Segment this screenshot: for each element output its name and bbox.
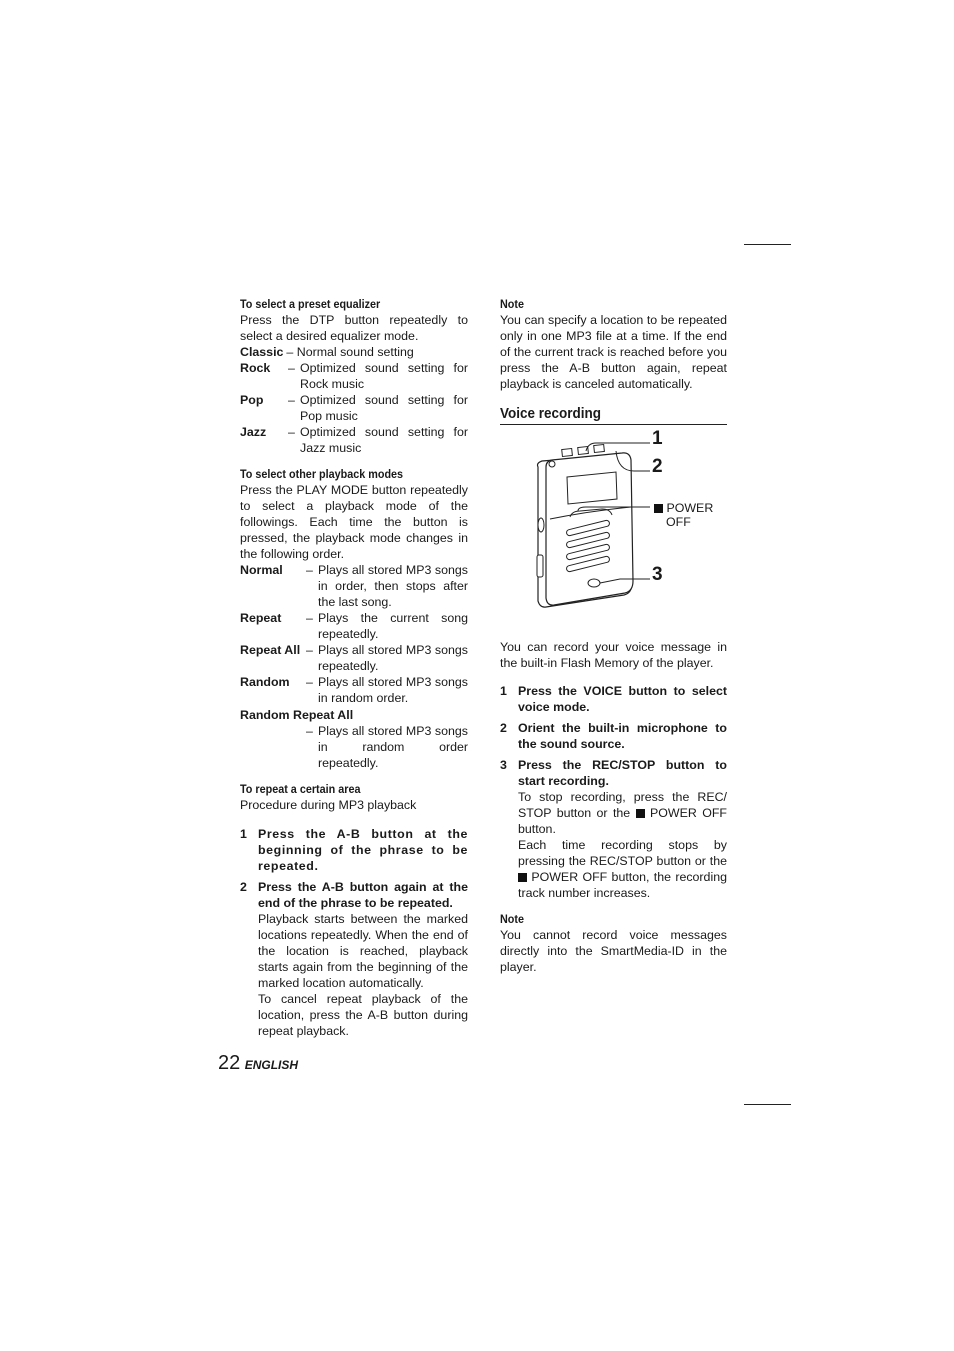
repeat-step-2-body-1: Playback starts between the marked locations repeatedly. When the end of the location is reached, playback starts again from the beginning of the marked location automatically.: [258, 912, 468, 990]
repeat-area-heading: To repeat a certain area: [240, 782, 361, 796]
eq-term: Jazz: [240, 425, 267, 439]
voice-intro: You can record your voice message in the built-in Flash Memory of the player.: [500, 640, 727, 670]
pm-term: Repeat: [240, 611, 282, 625]
voice-step-2: 2 Orient the built-in microphone to the sound source.: [500, 721, 727, 751]
callout-3: 3: [652, 564, 663, 585]
pm-term: Repeat All: [240, 643, 301, 657]
pm-term: Normal: [240, 563, 283, 577]
page-number: 22: [218, 1052, 241, 1074]
eq-mode-jazz: Jazz – Optimized sound setting for Jazz music: [240, 425, 468, 455]
pm-desc: Plays all stored MP3 songs repeatedly.: [318, 643, 468, 673]
left-column: [240, 296, 468, 1039]
pm-repeat-all: Repeat All – Plays all stored MP3 songs repeatedly.: [240, 643, 468, 673]
eq-mode-classic: [240, 344, 468, 360]
eq-term: Rock: [240, 361, 271, 375]
repeat-area-intro: Procedure during MP3 playback: [240, 798, 417, 812]
stop-square-icon: [654, 504, 663, 513]
eq-term: Classic: [240, 345, 284, 359]
repeat-step-1: 1 Press the A-B button at the beginning of the phrase to be repeated.: [240, 827, 468, 873]
note-heading: Note: [500, 297, 525, 311]
pm-desc: Plays all stored MP3 songs in random order.: [318, 675, 468, 705]
callout-2: 2: [652, 456, 663, 477]
equalizer-heading: To select a preset equalizer: [240, 297, 381, 311]
eq-term: Pop: [240, 393, 264, 407]
crop-mark-bottom: [744, 1104, 791, 1105]
eq-desc: Optimized sound setting for Pop music: [300, 393, 468, 423]
note-heading-2: Note: [500, 912, 525, 926]
voice-step-3-body-1: To stop recording, press the REC/ STOP button or the POWER OFF button.: [518, 790, 727, 836]
section-rule: [500, 424, 727, 425]
voice-step-3-body-2: Each time recording stops by pressing the REC/STOP button or the POWER OFF button, the recording track number increases.: [518, 838, 727, 900]
callout-1: 1: [652, 428, 663, 449]
repeat-step-2: 2 Press the A-B button again at the end of the phrase to be repeated.: [240, 880, 468, 910]
eq-desc: Optimized sound setting for Jazz music: [300, 425, 468, 455]
stop-square-icon: [518, 873, 527, 882]
right-column: [500, 296, 727, 975]
pm-normal: Normal – Plays all stored MP3 songs in order, then stops after the last song.: [240, 563, 468, 609]
eq-desc: – Normal sound setting: [286, 345, 414, 359]
callout-power-off: POWER OFF: [654, 501, 713, 529]
pm-desc: Plays all stored MP3 songs in random order repeatedly.: [318, 724, 468, 770]
playback-modes-intro: Press the PLAY MODE button repeatedly to select a playback mode of the followings. Each time the button is pressed, the playback mode changes in the following order.: [240, 483, 468, 561]
pm-random-repeat-all-term: Random Repeat All: [240, 708, 354, 722]
language-label: ENGLISH: [244, 1058, 299, 1072]
pm-desc: Plays all stored MP3 songs in order, then stops after the last song.: [318, 563, 468, 609]
page-footer: [218, 1052, 298, 1075]
pm-term: Random: [240, 675, 290, 689]
eq-mode-rock: Rock – Optimized sound setting for Rock music: [240, 361, 468, 391]
eq-mode-pop: Pop – Optimized sound setting for Pop music: [240, 393, 468, 423]
pm-desc: Plays the current song repeatedly.: [318, 611, 468, 641]
eq-desc: Optimized sound setting for Rock music: [300, 361, 468, 391]
repeat-step-2-body-2: To cancel repeat playback of the location, press the A-B button during repeat playback.: [258, 992, 468, 1038]
stop-square-icon: [636, 809, 645, 818]
playback-modes-heading: To select other playback modes: [240, 467, 404, 481]
pm-random: Random – Plays all stored MP3 songs in random order.: [240, 675, 468, 705]
voice-step-3: 3 Press the REC/STOP button to start recording.: [500, 758, 727, 788]
section-title: Voice recording: [500, 405, 602, 422]
voice-step-1: 1 Press the VOICE button to select voice mode.: [500, 684, 727, 714]
device-illustration: [500, 428, 727, 623]
note-text-2: You cannot record voice messages directly into the SmartMedia-ID in the player.: [500, 928, 727, 974]
crop-mark-top: [744, 244, 791, 245]
pm-repeat: Repeat – Plays the current song repeatedly.: [240, 611, 468, 641]
equalizer-intro: Press the DTP button repeatedly to select a desired equalizer mode.: [240, 313, 468, 343]
note-text: You can specify a location to be repeated only in one MP3 file at a time. If the end of the current track is reached before you press the A-B button again, repeat playback is canceled automatically.: [500, 313, 727, 391]
pm-random-repeat-all: – Plays all stored MP3 songs in random order repeatedly.: [306, 724, 468, 770]
